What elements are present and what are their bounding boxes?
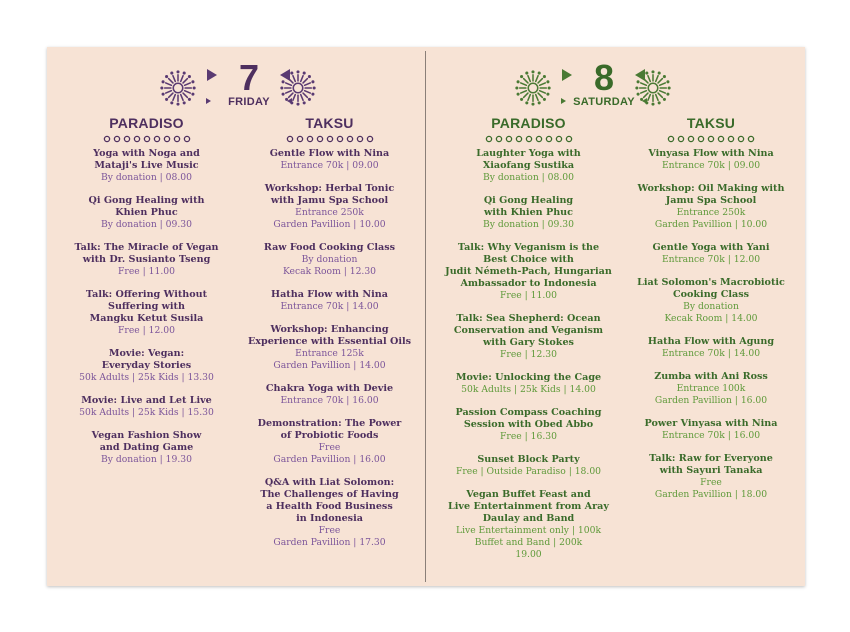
schedule-event xyxy=(440,407,617,443)
sunburst-icon xyxy=(514,69,552,107)
schedule-event xyxy=(69,348,224,384)
event-title: Hatha Flow with Nina xyxy=(271,289,388,300)
dot-divider-icon xyxy=(242,135,417,145)
event-title: Zumba with Ani Ross xyxy=(654,371,768,382)
column-paradiso xyxy=(69,115,224,477)
event-details: Free | 11.00 xyxy=(500,290,557,301)
event-title: Vinyasa Flow with Nina xyxy=(648,148,774,159)
event-details: Entrance 70k | 09.00 xyxy=(661,160,761,171)
day-header-saturday xyxy=(514,57,714,117)
column-paradiso xyxy=(440,115,617,572)
schedule-event xyxy=(440,489,617,561)
event-details: 50k Adults | 25k Kids | 14.00 xyxy=(461,384,596,395)
schedule-event xyxy=(242,324,417,372)
event-title: Q&A with Liat Solomon: The Challenges of Having a Health Food Business in Indonesia xyxy=(260,477,399,524)
schedule-event xyxy=(69,195,224,231)
event-details: Entrance 70k | 14.00 xyxy=(280,301,379,312)
event-title: Passion Compass Coaching Session with Obed Abbo xyxy=(455,407,602,430)
schedule-event xyxy=(242,418,417,466)
schedule-event xyxy=(69,148,224,184)
event-title: Talk: Offering Without Suffering with Mangku Ketut Susila xyxy=(85,289,208,324)
day-number: 8 xyxy=(593,57,615,98)
sunburst-icon xyxy=(634,69,672,107)
event-details: Free | 12.00 xyxy=(118,325,175,336)
schedule-event xyxy=(69,430,224,466)
schedule-event xyxy=(626,418,796,442)
event-title: Talk: Sea Shepherd: Ocean Conservation and Veganism with Gary Stokes xyxy=(453,313,604,348)
page-friday xyxy=(47,47,425,586)
sunburst-icon xyxy=(159,69,197,107)
schedule-event xyxy=(242,148,417,172)
event-details: Free Garden Pavillion | 16.00 xyxy=(273,442,386,465)
schedule-event xyxy=(69,289,224,337)
schedule-event xyxy=(626,277,796,325)
page-saturday xyxy=(426,47,805,586)
event-details: Entrance 70k | 16.00 xyxy=(280,395,379,406)
event-details: Free Garden Pavillion | 18.00 xyxy=(654,477,768,500)
schedule-event xyxy=(242,242,417,278)
event-details: 50k Adults | 25k Kids | 13.30 xyxy=(79,372,214,383)
dot-divider-icon xyxy=(626,135,796,145)
event-title: Workshop: Oil Making with Jamu Spa School xyxy=(637,183,785,206)
event-details: By donation | 08.00 xyxy=(483,172,574,183)
schedule-event xyxy=(69,395,224,419)
event-title: Power Vinyasa with Nina xyxy=(644,418,778,429)
schedule-event xyxy=(626,242,796,266)
event-details: Free | 16.30 xyxy=(500,431,557,442)
triangle-right-icon xyxy=(207,69,217,81)
schedule-event xyxy=(440,242,617,302)
venue-heading: PARADISO xyxy=(491,115,566,131)
schedule-event xyxy=(440,372,617,396)
schedule-event xyxy=(626,183,796,231)
column-taksu xyxy=(626,115,796,512)
event-title: Movie: Live and Let Live xyxy=(81,395,212,406)
venue-heading: TAKSU xyxy=(686,115,736,131)
event-details: Live Entertainment only | 100k Buffet and Band | 200k 19.00 xyxy=(455,525,602,560)
event-title: Workshop: Enhancing Experience with Essential Oils xyxy=(247,324,412,347)
venue-heading: PARADISO xyxy=(109,115,184,131)
event-title: Talk: Why Veganism is the Best Choice with Judit Németh-Pach, Hungarian Ambassador to Indonesia xyxy=(445,242,612,289)
event-title: Vegan Fashion Show and Dating Game xyxy=(91,430,202,453)
event-details: Free Garden Pavillion | 17.30 xyxy=(273,525,386,548)
venue-heading: TAKSU xyxy=(305,115,354,131)
schedule-event xyxy=(626,336,796,360)
event-title: Talk: Raw for Everyone with Sayuri Tanaka xyxy=(649,453,773,476)
schedule-event xyxy=(242,183,417,231)
event-details: Free | Outside Paradiso | 18.00 xyxy=(455,466,602,477)
event-details: Entrance 100k Garden Pavillion | 16.00 xyxy=(654,383,768,406)
event-title: Vegan Buffet Feast and Live Entertainment from Aray Daulay and Band xyxy=(448,489,609,524)
event-title: Raw Food Cooking Class xyxy=(263,242,396,253)
event-title: Hatha Flow with Agung xyxy=(647,336,775,347)
event-title: Movie: Unlocking the Cage xyxy=(455,372,602,383)
program-spread xyxy=(47,47,805,586)
event-details: By donation | 08.00 xyxy=(101,172,192,183)
event-title: Talk: The Miracle of Vegan with Dr. Susianto Tseng xyxy=(74,242,219,265)
event-details: By donation | 19.30 xyxy=(101,454,192,465)
dot-divider-icon xyxy=(440,135,617,145)
day-header-friday xyxy=(159,57,359,117)
event-details: Entrance 125k Garden Pavillion | 14.00 xyxy=(273,348,386,371)
schedule-event xyxy=(626,453,796,501)
event-title: Movie: Vegan: Everyday Stories xyxy=(101,348,192,371)
event-details: Entrance 70k | 12.00 xyxy=(661,254,761,265)
event-title: Liat Solomon's Macrobiotic Cooking Class xyxy=(637,277,785,300)
event-title: Laughter Yoga with Xiaofang Sustika xyxy=(476,148,581,171)
schedule-event xyxy=(242,383,417,407)
event-details: By donation | 09.30 xyxy=(101,219,192,230)
day-name: FRIDAY xyxy=(228,96,270,108)
day-name: SATURDAY xyxy=(573,96,635,108)
event-title: Chakra Yoga with Devie xyxy=(265,383,394,394)
schedule-event xyxy=(440,454,617,478)
column-taksu xyxy=(242,115,417,560)
schedule-event xyxy=(440,148,617,184)
schedule-event xyxy=(626,371,796,407)
event-title: Yoga with Noga and Mataji's Live Music xyxy=(93,148,200,171)
schedule-event xyxy=(242,289,417,313)
event-title: Sunset Block Party xyxy=(477,454,580,465)
event-title: Qi Gong Healing with Khien Phuc xyxy=(483,195,574,218)
event-title: Gentle Yoga with Yani xyxy=(652,242,770,253)
event-details: By donation Kecak Room | 12.30 xyxy=(282,254,377,277)
event-title: Qi Gong Healing with Khien Phuc xyxy=(88,195,205,218)
event-details: By donation | 09.30 xyxy=(483,219,574,230)
sunburst-icon xyxy=(279,69,317,107)
event-details: Entrance 70k | 14.00 xyxy=(661,348,761,359)
triangle-right-icon xyxy=(562,69,572,81)
event-details: Entrance 70k | 09.00 xyxy=(280,160,379,171)
event-details: Entrance 250k Garden Pavillion | 10.00 xyxy=(654,207,768,230)
schedule-event xyxy=(626,148,796,172)
event-details: Free | 11.00 xyxy=(118,266,175,277)
event-title: Gentle Flow with Nina xyxy=(269,148,390,159)
event-details: Free | 12.30 xyxy=(500,349,557,360)
event-details: By donation Kecak Room | 14.00 xyxy=(664,301,758,324)
day-number: 7 xyxy=(238,57,260,98)
dot-divider-icon xyxy=(69,135,224,145)
event-details: Entrance 70k | 16.00 xyxy=(661,430,761,441)
event-details: Entrance 250k Garden Pavillion | 10.00 xyxy=(273,207,386,230)
event-title: Workshop: Herbal Tonic with Jamu Spa School xyxy=(264,183,395,206)
event-details: 50k Adults | 25k Kids | 15.30 xyxy=(79,407,214,418)
schedule-event xyxy=(69,242,224,278)
schedule-event xyxy=(242,477,417,549)
schedule-event xyxy=(440,313,617,361)
schedule-event xyxy=(440,195,617,231)
event-title: Demonstration: The Power of Probiotic Foods xyxy=(257,418,402,441)
